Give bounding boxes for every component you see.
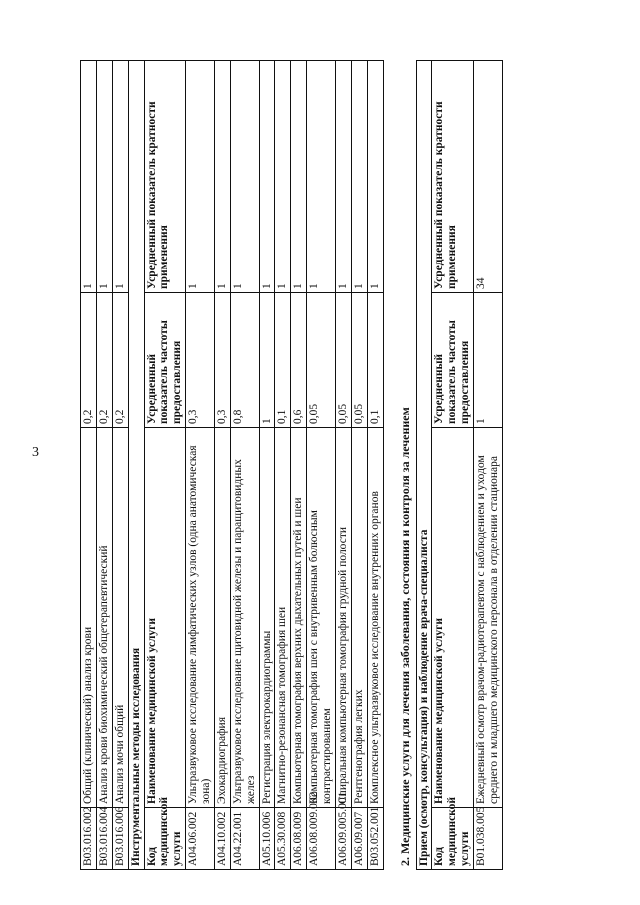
name-cell: Ультразвуковое исследование лимфатических узлов (одна анатомическая зона) — [186, 428, 215, 808]
mult-cell: 1 — [307, 61, 336, 293]
header-freq: Усредненный показатель частоты предоставления — [144, 293, 186, 428]
freq-cell: 0,05 — [335, 293, 351, 428]
rotated-page-content — [80, 60, 503, 870]
header-freq: Усредненный показатель частоты предоставления — [432, 293, 474, 428]
name-cell: Компьютерная томография верхних дыхательных путей и шеи — [291, 428, 307, 808]
name-cell: Комплексное ультразвуковое исследование внутренних органов — [367, 428, 383, 808]
table-row — [214, 61, 230, 870]
header-row — [432, 61, 474, 870]
freq-cell: 0,2 — [112, 293, 128, 428]
code-cell: A04.06.002 — [186, 808, 215, 870]
name-cell: Регистрация электрокардиограммы — [259, 428, 275, 808]
page-number: 3 — [32, 445, 39, 460]
table-row — [259, 61, 275, 870]
subsection-title: Прием (осмотр, консультация) и наблюдение врача-специалиста — [416, 61, 432, 870]
name-cell: Общий (клинический) анализ крови — [81, 428, 97, 808]
freq-cell: 0,3 — [186, 293, 215, 428]
mult-cell: 1 — [214, 61, 230, 293]
mult-cell: 34 — [474, 61, 503, 293]
code-cell: A06.09.007 — [351, 808, 367, 870]
table-row — [96, 61, 112, 870]
table-row — [351, 61, 367, 870]
name-cell: Анализ мочи общий — [112, 428, 128, 808]
name-cell: Ежедневный осмотр врачом-радиотерапевтом с наблюдением и уходом среднего и младшего медицинского персонала в отделении стационара — [474, 428, 503, 808]
header-mult: Усредненный показатель кратности применения — [432, 61, 474, 293]
freq-cell: 0,2 — [96, 293, 112, 428]
code-cell: B03.016.006 — [112, 808, 128, 870]
treatment-table — [416, 60, 503, 870]
code-cell: A04.10.002 — [214, 808, 230, 870]
mult-cell: 1 — [81, 61, 97, 293]
mult-cell: 1 — [230, 61, 259, 293]
mult-cell: 1 — [112, 61, 128, 293]
header-name: Наименование медицинской услуги — [432, 428, 474, 808]
freq-cell: 0,05 — [307, 293, 336, 428]
section2-heading: 2. Медицинские услуги для лечения заболевания, состояния и контроля за лечением — [397, 407, 412, 866]
header-row — [144, 61, 186, 870]
freq-cell: 0,1 — [275, 293, 291, 428]
code-cell: B03.052.001 — [367, 808, 383, 870]
mult-cell: 1 — [291, 61, 307, 293]
table-row — [230, 61, 259, 870]
section-title: Инструментальные методы исследования — [128, 61, 144, 870]
freq-cell: 0,6 — [291, 293, 307, 428]
header-mult: Усредненный показатель кратности применения — [144, 61, 186, 293]
code-cell: A04.22.001 — [230, 808, 259, 870]
table-row — [291, 61, 307, 870]
freq-cell: 0,1 — [367, 293, 383, 428]
name-cell: Рентгенография легких — [351, 428, 367, 808]
mult-cell: 1 — [367, 61, 383, 293]
freq-cell: 0,8 — [230, 293, 259, 428]
name-cell: Ультразвуковое исследование щитовидной железы и паращитовидных желез — [230, 428, 259, 808]
freq-cell: 0,05 — [351, 293, 367, 428]
code-cell: B01.038.005 — [474, 808, 503, 870]
table-row — [335, 61, 351, 870]
mult-cell: 1 — [351, 61, 367, 293]
name-cell: Эхокардиография — [214, 428, 230, 808]
table-row — [112, 61, 128, 870]
table-row — [367, 61, 383, 870]
code-cell: A06.08.009 — [291, 808, 307, 870]
table-row — [81, 61, 97, 870]
code-cell: A05.10.006 — [259, 808, 275, 870]
freq-cell: 1 — [259, 293, 275, 428]
table-row — [186, 61, 215, 870]
header-code: Код медицинской услуги — [432, 808, 474, 870]
mult-cell: 1 — [96, 61, 112, 293]
mult-cell: 1 — [275, 61, 291, 293]
header-code: Код медицинской услуги — [144, 808, 186, 870]
table-row — [275, 61, 291, 870]
mult-cell: 1 — [259, 61, 275, 293]
header-name: Наименование медицинской услуги — [144, 428, 186, 808]
name-cell: Спиральная компьютерная томография грудной полости — [335, 428, 351, 808]
table-row — [307, 61, 336, 870]
mult-cell: 1 — [186, 61, 215, 293]
freq-cell: 1 — [474, 293, 503, 428]
freq-cell: 0,2 — [81, 293, 97, 428]
name-cell: Магнитно-резонансная томография шеи — [275, 428, 291, 808]
diagnostics-table — [80, 60, 384, 870]
code-cell: A05.30.008 — [275, 808, 291, 870]
mult-cell: 1 — [335, 61, 351, 293]
section-row — [128, 61, 144, 870]
code-cell: A06.08.009.002 — [307, 808, 336, 870]
freq-cell: 0,3 — [214, 293, 230, 428]
section-row — [416, 61, 432, 870]
code-cell: A06.09.005.001 — [335, 808, 351, 870]
table-row — [474, 61, 503, 870]
code-cell: B03.016.004 — [96, 808, 112, 870]
name-cell: Анализ крови биохимический общетерапевтический — [96, 428, 112, 808]
code-cell: B03.016.002 — [81, 808, 97, 870]
name-cell: Компьютерная томография шеи с внутривенным болюсным контрастированием — [307, 428, 336, 808]
